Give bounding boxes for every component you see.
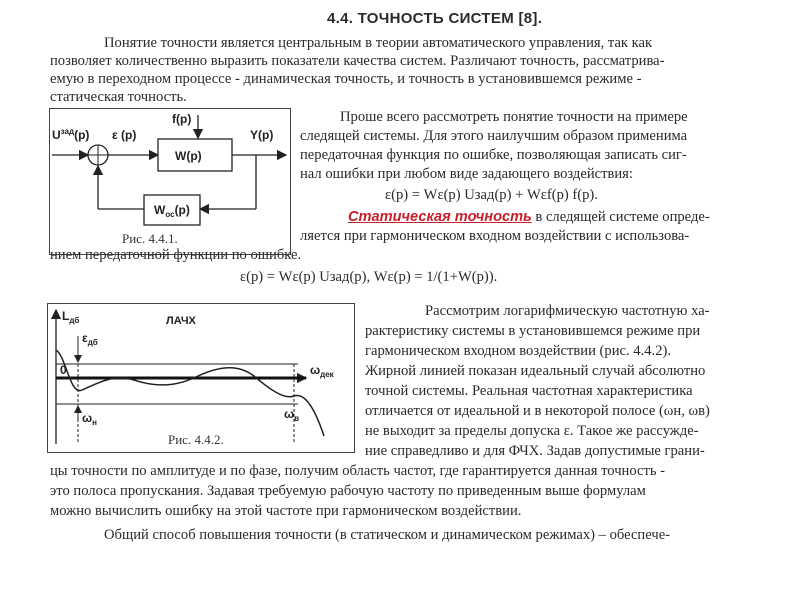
para4-line-1: Рассмотрим логарифмическую частотную ха- — [425, 303, 710, 319]
l-axis-label: $L_{дб}$ — [62, 309, 80, 325]
para5-line-1: цы точности по амплитуде и по фазе, получим область частот, где гарантируется данная точность - — [50, 463, 666, 479]
zero-label: 0 — [60, 363, 67, 377]
para4-line-8: ние справедливо и для ФЧХ. Задав допустимые грани- — [365, 443, 705, 459]
f-label: f(p) — [172, 112, 192, 126]
para4-line-3: гармоническом входном воздействии (рис. 4.4.2). — [365, 343, 671, 359]
figure-block-diagram — [49, 108, 291, 255]
para2-line-2: следящей системы. Для этого наилучшим образом применима — [300, 128, 688, 144]
woc-label: $W_{ос}(p)$ — [154, 203, 190, 219]
para3-line-1: Статическая точность в следящей системе опреде- — [348, 209, 710, 225]
u-label: $U^{зад}(p)$ — [52, 127, 90, 142]
intro-line-4: статическая точность. — [50, 89, 187, 105]
figure2-caption: Рис. 4.4.2. — [168, 432, 224, 447]
omega-v-label: $\omega_в$ — [284, 407, 300, 423]
lachh-title: ЛАЧХ — [166, 315, 196, 327]
intro-line-2: позволяет количественно выразить показатели качества систем. Различают точность, рассматрива- — [50, 53, 665, 69]
para6-line-1: Общий способ повышения точности (в статическом и динамическом режимах) – обеспече- — [104, 527, 671, 543]
para2-line-4: нал ошибки при любом виде задающего воздействия: — [300, 166, 633, 182]
eps-label: ε (p) — [112, 128, 137, 142]
section-title: 4.4. ТОЧНОСТЬ СИСТЕМ [8]. — [327, 10, 543, 27]
para4-line-4: Жирной линией показан идеальный случай абсолютно — [365, 363, 706, 379]
w-label: W(p) — [175, 149, 202, 163]
para3-line-3: нием передаточной функции по ошибке. — [50, 247, 302, 263]
para2-line-3: передаточная функция по ошибке, позволяющая записать сиг- — [300, 147, 687, 163]
static-accuracy-highlight: Статическая точность — [348, 209, 532, 225]
epsilon-label: $\varepsilon_{дб}$ — [82, 331, 98, 347]
para3-line-2: ляется при гармоническом входном воздействии с использова- — [300, 228, 690, 244]
omega-n-label: $\omega_н$ — [82, 411, 97, 427]
formula-error-signal: ε(p) = Wε(p) Uзад(p) + Wεf(p) f(p). — [385, 187, 598, 203]
formula-static: ε(p) = Wε(p) Uзад(p), Wε(p) = 1/(1+W(p)). — [240, 269, 498, 285]
figure-lachh — [47, 303, 355, 453]
y-label: Y(p) — [250, 128, 274, 142]
para4-line-5: точной системы. Реальная частотная характеристика — [365, 383, 693, 399]
para2-line-1: Проше всего рассмотреть понятие точности на примере — [340, 109, 688, 125]
intro-line-1: Понятие точности является центральным в теории автоматического управления, так как — [104, 35, 653, 51]
para5-line-2: это полоса пропускания. Задавая требуемую рабочую частоту по приведенным выше формулам — [50, 483, 646, 499]
figure1-caption: Рис. 4.4.1. — [122, 231, 178, 246]
para4-line-2: рактеристику системы в установившемся режиме при — [365, 323, 701, 339]
para5-line-3: можно вычислить ошибку на этой частоте при гармоническом воздействии. — [50, 503, 522, 519]
lachh-svg — [48, 304, 354, 452]
intro-line-3: емую в переходном процессе - динамическая точность, и точность в установившемся режиме - — [50, 71, 642, 87]
omega-dek-label: $\omega_{дек}$ — [310, 363, 334, 379]
para4-line-6: отличается от идеальной и в некоторой полосе (ωн, ωв) — [365, 403, 710, 419]
para4-line-7: не выходит за пределы допуска ε. Такое же рассужде- — [365, 423, 699, 439]
